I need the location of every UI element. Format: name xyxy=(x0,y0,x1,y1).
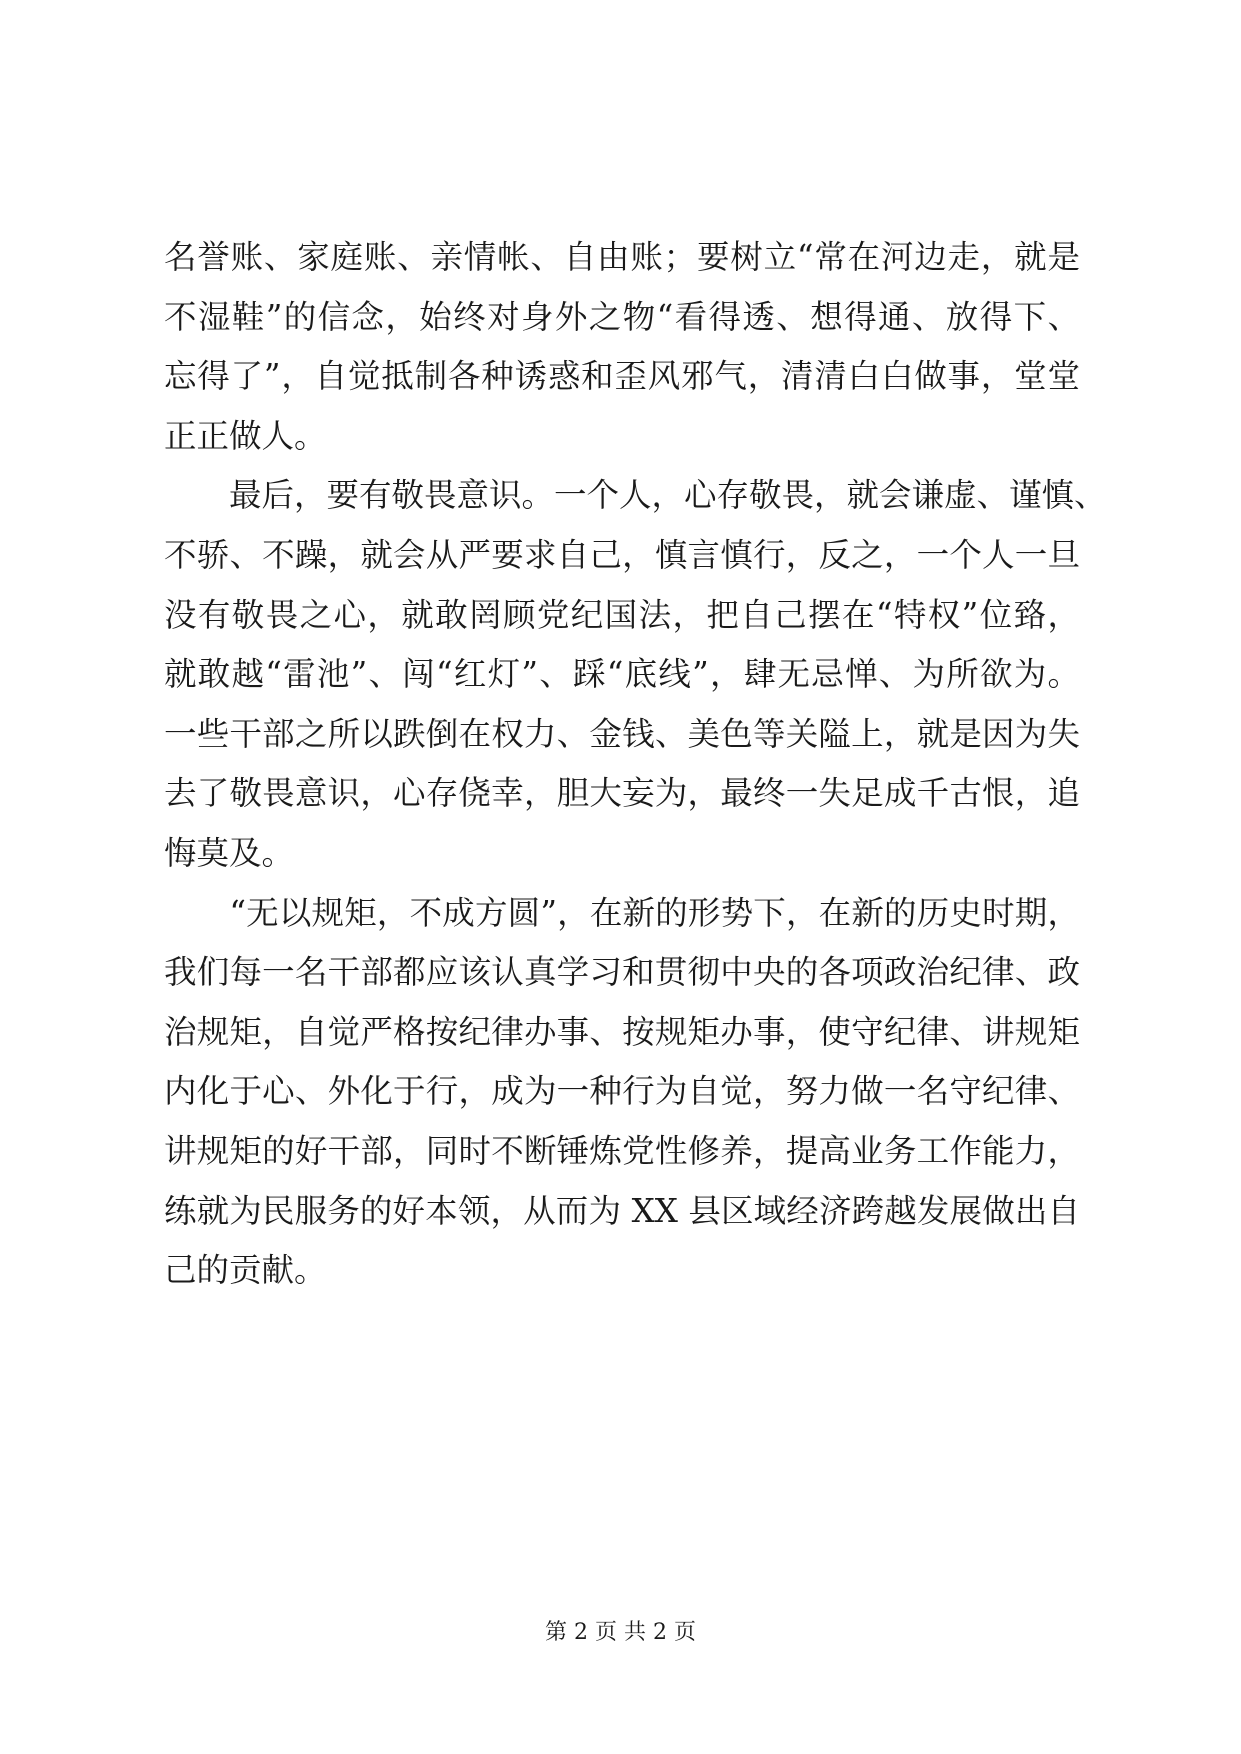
text-line: 不湿鞋”的信念，始终对身外之物“看得透、想得通、放得下、 xyxy=(164,297,1080,336)
paragraph-3 xyxy=(164,884,1080,1301)
paragraph-1 xyxy=(164,228,1080,466)
text-line: 己的贡献。 xyxy=(164,1251,327,1290)
text-line: 不骄、不躁，就会从严要求自己，慎言慎行，反之，一个人一旦 xyxy=(164,535,1080,574)
text-line: 名誉账、家庭账、亲情帐、自由账；要树立“常在河边走，就是 xyxy=(164,238,1080,276)
text-line: 练就为民服务的好本领，从而为 XX 县区域经济跨越发展做出自 xyxy=(164,1191,1080,1230)
text-line: 去了敬畏意识，心存侥幸，胆大妄为，最终一失足成千古恨，追 xyxy=(164,774,1080,813)
text-line: 讲规矩的好干部，同时不断锤炼党性修养，提高业务工作能力， xyxy=(164,1131,1080,1170)
text-line: 忘得了”，自觉抵制各种诱惑和歪风邪气，清清白白做事，堂堂 xyxy=(164,357,1080,396)
text-line: 我们每一名干部都应该认真学习和贯彻中央的各项政治纪律、政 xyxy=(164,953,1080,992)
text-line: 悔莫及。 xyxy=(164,833,295,872)
text-line: 一些干部之所以跌倒在权力、金钱、美色等关隘上，就是因为失 xyxy=(164,714,1080,753)
text-line: 没有敬畏之心，就敢罔顾党纪国法，把自己摆在“特权”位臵， xyxy=(164,595,1080,634)
text-line: 就敢越“雷池”、闯“红灯”、踩“底线”，肆无忌惮、为所欲为。 xyxy=(164,655,1080,694)
text-line: 最后，要有敬畏意识。一个人，心存敬畏，就会谦虚、谨慎、 xyxy=(164,476,1107,515)
paragraph-2 xyxy=(164,466,1107,883)
document-body xyxy=(164,228,1107,1301)
page-number-footer: 第 2 页 共 2 页 xyxy=(545,1620,696,1645)
text-line: 内化于心、外化于行，成为一种行为自觉，努力做一名守纪律、 xyxy=(164,1072,1080,1111)
text-line: 治规矩，自觉严格按纪律办事、按规矩办事，使守纪律、讲规矩 xyxy=(164,1012,1080,1051)
text-line: “无以规矩，不成方圆”，在新的形势下，在新的历史时期， xyxy=(164,893,1080,932)
text-line: 正正做人。 xyxy=(164,416,327,455)
